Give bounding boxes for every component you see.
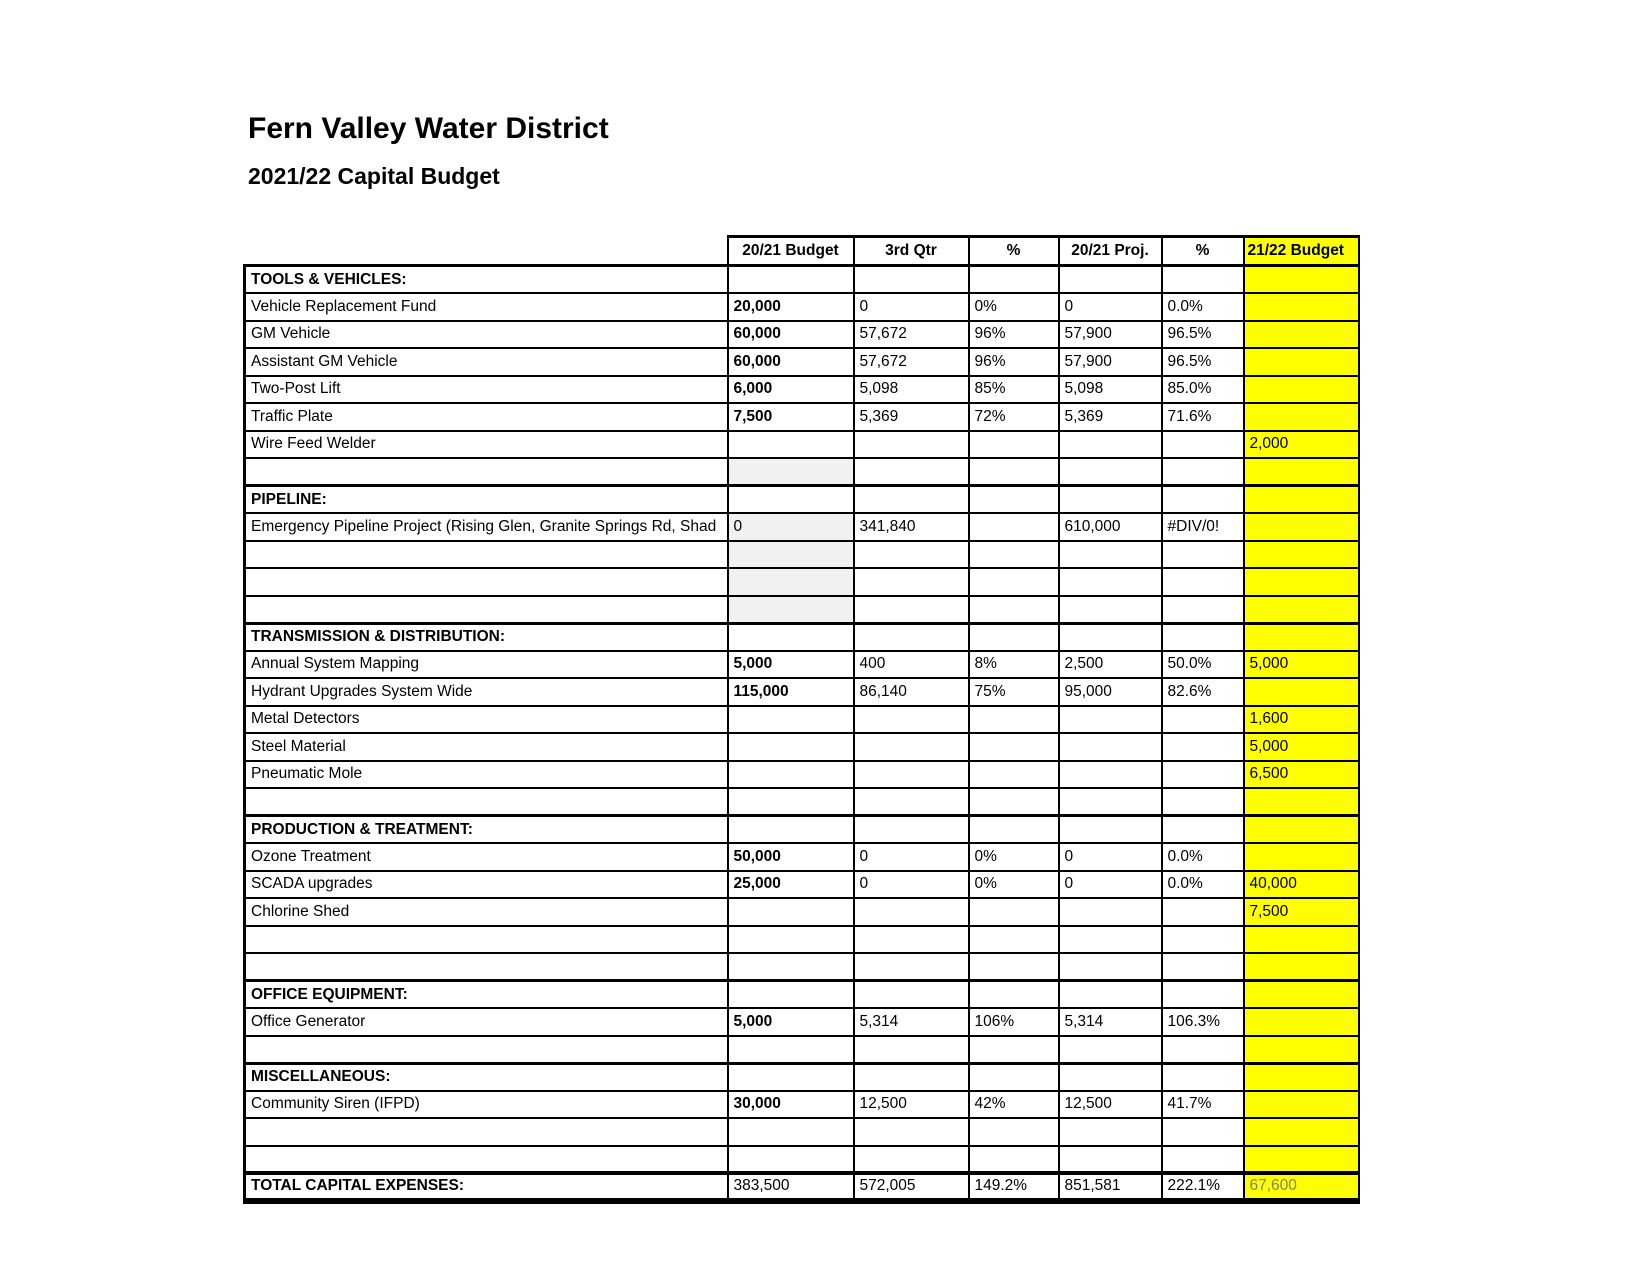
- cell-qtr3: [854, 733, 969, 761]
- table-row-blank: [245, 1036, 1359, 1064]
- cell-pct_proj: [1162, 458, 1244, 486]
- section-label: TOOLS & VEHICLES:: [245, 266, 728, 294]
- cell-budget: 30,000: [728, 1091, 854, 1119]
- row-label: [245, 926, 728, 954]
- section-label: OFFICE EQUIPMENT:: [245, 981, 728, 1009]
- cell-budget: [728, 458, 854, 486]
- cell-pct_qtr: 149.2%: [969, 1173, 1059, 1201]
- cell-qtr3: 400: [854, 651, 969, 679]
- cell-qtr3: 57,672: [854, 348, 969, 376]
- cell-next_budget: [1244, 376, 1359, 404]
- cell-next_budget: [1244, 458, 1359, 486]
- cell-budget: [728, 761, 854, 789]
- cell-qtr3: 86,140: [854, 678, 969, 706]
- cell-next_budget: [1244, 1036, 1359, 1064]
- cell-budget: [728, 788, 854, 816]
- cell-pct_proj: #DIV/0!: [1162, 513, 1244, 541]
- row-label: GM Vehicle: [245, 321, 728, 349]
- cell-pct_proj: 71.6%: [1162, 403, 1244, 431]
- cell-proj: 5,314: [1059, 1008, 1162, 1036]
- cell-proj: [1059, 568, 1162, 596]
- cell-qtr3: [854, 1118, 969, 1146]
- cell-qtr3: [854, 623, 969, 651]
- cell-budget: [728, 1146, 854, 1174]
- cell-next_budget: 5,000: [1244, 733, 1359, 761]
- cell-proj: [1059, 1146, 1162, 1174]
- cell-budget: [728, 1118, 854, 1146]
- cell-qtr3: [854, 898, 969, 926]
- cell-proj: [1059, 541, 1162, 569]
- cell-next_budget: [1244, 816, 1359, 844]
- cell-proj: [1059, 761, 1162, 789]
- cell-pct_proj: [1162, 541, 1244, 569]
- cell-proj: [1059, 486, 1162, 514]
- table-header: [245, 237, 1359, 266]
- cell-proj: [1059, 266, 1162, 294]
- table-row-item: [245, 843, 1359, 871]
- cell-qtr3: 341,840: [854, 513, 969, 541]
- cell-proj: 0: [1059, 843, 1162, 871]
- row-label: Emergency Pipeline Project (Rising Glen, Granite Springs Rd, Shad: [245, 513, 728, 541]
- cell-next_budget: [1244, 1146, 1359, 1174]
- page-subtitle: 2021/22 Capital Budget: [248, 163, 500, 189]
- cell-next_budget: 40,000: [1244, 871, 1359, 899]
- cell-pct_qtr: [969, 926, 1059, 954]
- cell-qtr3: [854, 926, 969, 954]
- cell-qtr3: [854, 788, 969, 816]
- row-label: [245, 1036, 728, 1064]
- cell-qtr3: 5,369: [854, 403, 969, 431]
- cell-pct_proj: 96.5%: [1162, 321, 1244, 349]
- cell-pct_qtr: [969, 1118, 1059, 1146]
- cell-next_budget: [1244, 926, 1359, 954]
- cell-pct_proj: [1162, 1036, 1244, 1064]
- table-row-item: [245, 1008, 1359, 1036]
- cell-qtr3: [854, 953, 969, 981]
- total-label: TOTAL CAPITAL EXPENSES:: [245, 1173, 728, 1201]
- cell-budget: [728, 1063, 854, 1091]
- cell-pct_proj: [1162, 1146, 1244, 1174]
- cell-qtr3: 12,500: [854, 1091, 969, 1119]
- cell-pct_proj: [1162, 981, 1244, 1009]
- cell-next_budget: [1244, 1008, 1359, 1036]
- cell-budget: [728, 623, 854, 651]
- row-label: Chlorine Shed: [245, 898, 728, 926]
- cell-budget: 6,000: [728, 376, 854, 404]
- cell-budget: 383,500: [728, 1173, 854, 1201]
- cell-next_budget: [1244, 623, 1359, 651]
- cell-pct_proj: [1162, 706, 1244, 734]
- row-label: Metal Detectors: [245, 706, 728, 734]
- cell-pct_qtr: 85%: [969, 376, 1059, 404]
- cell-next_budget: 1,600: [1244, 706, 1359, 734]
- cell-proj: 5,369: [1059, 403, 1162, 431]
- table-row-item: [245, 706, 1359, 734]
- cell-next_budget: 5,000: [1244, 651, 1359, 679]
- cell-pct_proj: 106.3%: [1162, 1008, 1244, 1036]
- cell-proj: [1059, 926, 1162, 954]
- table-row-item: [245, 678, 1359, 706]
- cell-pct_proj: 96.5%: [1162, 348, 1244, 376]
- cell-pct_proj: [1162, 898, 1244, 926]
- table-row-item: [245, 513, 1359, 541]
- cell-budget: 50,000: [728, 843, 854, 871]
- row-label: SCADA upgrades: [245, 871, 728, 899]
- cell-proj: 0: [1059, 293, 1162, 321]
- row-label: [245, 788, 728, 816]
- cell-budget: [728, 596, 854, 624]
- column-header-pct_qtr: %: [969, 237, 1059, 266]
- cell-proj: [1059, 1063, 1162, 1091]
- cell-pct_proj: 222.1%: [1162, 1173, 1244, 1201]
- table-body: [245, 266, 1359, 1201]
- cell-pct_qtr: 0%: [969, 293, 1059, 321]
- cell-proj: 0: [1059, 871, 1162, 899]
- column-header-next_budget: 21/22 Budget: [1244, 237, 1359, 266]
- cell-pct_proj: [1162, 1063, 1244, 1091]
- cell-qtr3: 572,005: [854, 1173, 969, 1201]
- cell-pct_qtr: [969, 1063, 1059, 1091]
- row-label: Assistant GM Vehicle: [245, 348, 728, 376]
- cell-next_budget: [1244, 293, 1359, 321]
- cell-pct_qtr: [969, 981, 1059, 1009]
- cell-qtr3: 5,314: [854, 1008, 969, 1036]
- cell-pct_qtr: 72%: [969, 403, 1059, 431]
- cell-proj: [1059, 623, 1162, 651]
- table-row-section: [245, 816, 1359, 844]
- cell-pct_proj: [1162, 431, 1244, 459]
- cell-proj: [1059, 898, 1162, 926]
- cell-pct_proj: [1162, 926, 1244, 954]
- cell-pct_qtr: [969, 431, 1059, 459]
- cell-pct_qtr: 0%: [969, 843, 1059, 871]
- row-label: [245, 541, 728, 569]
- cell-qtr3: [854, 486, 969, 514]
- column-header-budget: 20/21 Budget: [728, 237, 854, 266]
- cell-pct_qtr: [969, 568, 1059, 596]
- cell-pct_qtr: [969, 513, 1059, 541]
- cell-pct_proj: [1162, 623, 1244, 651]
- row-label: Traffic Plate: [245, 403, 728, 431]
- table-row-item: [245, 1091, 1359, 1119]
- cell-qtr3: [854, 981, 969, 1009]
- cell-qtr3: 0: [854, 843, 969, 871]
- cell-budget: 5,000: [728, 651, 854, 679]
- cell-pct_qtr: [969, 623, 1059, 651]
- table-row-item: [245, 733, 1359, 761]
- cell-next_budget: [1244, 321, 1359, 349]
- cell-pct_qtr: [969, 541, 1059, 569]
- cell-budget: [728, 953, 854, 981]
- cell-qtr3: [854, 761, 969, 789]
- cell-pct_proj: [1162, 788, 1244, 816]
- cell-pct_qtr: [969, 816, 1059, 844]
- cell-pct_qtr: [969, 458, 1059, 486]
- cell-next_budget: [1244, 348, 1359, 376]
- cell-qtr3: [854, 568, 969, 596]
- cell-qtr3: [854, 706, 969, 734]
- cell-qtr3: [854, 541, 969, 569]
- cell-pct_proj: [1162, 568, 1244, 596]
- cell-next_budget: [1244, 568, 1359, 596]
- cell-pct_proj: [1162, 761, 1244, 789]
- cell-budget: 60,000: [728, 321, 854, 349]
- row-label: [245, 1146, 728, 1174]
- cell-pct_proj: [1162, 266, 1244, 294]
- cell-budget: 5,000: [728, 1008, 854, 1036]
- cell-pct_proj: [1162, 733, 1244, 761]
- table-row-blank: [245, 596, 1359, 624]
- cell-next_budget: [1244, 541, 1359, 569]
- cell-proj: [1059, 706, 1162, 734]
- section-label: PRODUCTION & TREATMENT:: [245, 816, 728, 844]
- cell-proj: 95,000: [1059, 678, 1162, 706]
- table-row-item: [245, 651, 1359, 679]
- capital-budget-table: [243, 235, 1360, 1204]
- cell-proj: 57,900: [1059, 321, 1162, 349]
- row-label: [245, 596, 728, 624]
- cell-pct_qtr: 96%: [969, 321, 1059, 349]
- cell-next_budget: [1244, 788, 1359, 816]
- cell-budget: 60,000: [728, 348, 854, 376]
- cell-proj: [1059, 981, 1162, 1009]
- cell-budget: [728, 541, 854, 569]
- table-row-total: [245, 1173, 1359, 1201]
- cell-pct_qtr: [969, 898, 1059, 926]
- cell-next_budget: [1244, 403, 1359, 431]
- table-row-blank: [245, 1146, 1359, 1174]
- cell-pct_proj: [1162, 596, 1244, 624]
- table-row-section: [245, 981, 1359, 1009]
- cell-pct_qtr: [969, 706, 1059, 734]
- cell-pct_proj: 50.0%: [1162, 651, 1244, 679]
- row-label: [245, 1118, 728, 1146]
- cell-next_budget: [1244, 1091, 1359, 1119]
- cell-pct_proj: 41.7%: [1162, 1091, 1244, 1119]
- cell-budget: [728, 266, 854, 294]
- table-row-item: [245, 431, 1359, 459]
- cell-proj: 2,500: [1059, 651, 1162, 679]
- cell-budget: 25,000: [728, 871, 854, 899]
- table-row-item: [245, 348, 1359, 376]
- cell-next_budget: [1244, 1118, 1359, 1146]
- cell-pct_proj: 82.6%: [1162, 678, 1244, 706]
- cell-qtr3: 0: [854, 871, 969, 899]
- cell-pct_proj: [1162, 1118, 1244, 1146]
- cell-qtr3: 0: [854, 293, 969, 321]
- cell-qtr3: [854, 431, 969, 459]
- cell-pct_proj: 0.0%: [1162, 871, 1244, 899]
- column-header-empty: [245, 237, 728, 266]
- cell-budget: [728, 1036, 854, 1064]
- cell-budget: [728, 486, 854, 514]
- row-label: Hydrant Upgrades System Wide: [245, 678, 728, 706]
- cell-pct_proj: 85.0%: [1162, 376, 1244, 404]
- table-row-blank: [245, 458, 1359, 486]
- cell-pct_qtr: [969, 953, 1059, 981]
- cell-pct_qtr: 96%: [969, 348, 1059, 376]
- cell-budget: 0: [728, 513, 854, 541]
- cell-next_budget: [1244, 513, 1359, 541]
- cell-pct_qtr: 75%: [969, 678, 1059, 706]
- table-row-blank: [245, 568, 1359, 596]
- cell-next_budget: 2,000: [1244, 431, 1359, 459]
- cell-pct_proj: 0.0%: [1162, 843, 1244, 871]
- table-row-blank: [245, 541, 1359, 569]
- cell-pct_qtr: [969, 1036, 1059, 1064]
- row-label: Office Generator: [245, 1008, 728, 1036]
- cell-budget: [728, 981, 854, 1009]
- cell-pct_qtr: 42%: [969, 1091, 1059, 1119]
- cell-proj: [1059, 733, 1162, 761]
- table-row-section: [245, 1063, 1359, 1091]
- table-row-blank: [245, 1118, 1359, 1146]
- cell-qtr3: [854, 1036, 969, 1064]
- column-header-pct_proj: %: [1162, 237, 1244, 266]
- cell-pct_qtr: [969, 596, 1059, 624]
- cell-next_budget: [1244, 953, 1359, 981]
- cell-pct_qtr: 106%: [969, 1008, 1059, 1036]
- cell-pct_qtr: [969, 266, 1059, 294]
- section-label: MISCELLANEOUS:: [245, 1063, 728, 1091]
- cell-proj: [1059, 431, 1162, 459]
- cell-proj: [1059, 596, 1162, 624]
- row-label: [245, 953, 728, 981]
- cell-pct_proj: [1162, 486, 1244, 514]
- cell-next_budget: [1244, 678, 1359, 706]
- cell-pct_qtr: [969, 486, 1059, 514]
- cell-next_budget: 67,600: [1244, 1173, 1359, 1201]
- section-label: PIPELINE:: [245, 486, 728, 514]
- table-row-section: [245, 623, 1359, 651]
- cell-qtr3: [854, 266, 969, 294]
- cell-proj: 851,581: [1059, 1173, 1162, 1201]
- cell-next_budget: 7,500: [1244, 898, 1359, 926]
- cell-qtr3: [854, 1146, 969, 1174]
- cell-proj: 57,900: [1059, 348, 1162, 376]
- cell-pct_qtr: 8%: [969, 651, 1059, 679]
- table-row-item: [245, 761, 1359, 789]
- cell-proj: [1059, 816, 1162, 844]
- cell-budget: [728, 733, 854, 761]
- cell-next_budget: [1244, 486, 1359, 514]
- row-label: [245, 568, 728, 596]
- cell-qtr3: [854, 1063, 969, 1091]
- cell-budget: 7,500: [728, 403, 854, 431]
- row-label: Annual System Mapping: [245, 651, 728, 679]
- cell-proj: [1059, 953, 1162, 981]
- cell-budget: [728, 926, 854, 954]
- row-label: Pneumatic Mole: [245, 761, 728, 789]
- column-header-proj: 20/21 Proj.: [1059, 237, 1162, 266]
- cell-next_budget: [1244, 596, 1359, 624]
- cell-next_budget: [1244, 266, 1359, 294]
- page-title: Fern Valley Water District: [248, 112, 609, 145]
- cell-proj: 610,000: [1059, 513, 1162, 541]
- cell-qtr3: [854, 458, 969, 486]
- cell-pct_qtr: [969, 761, 1059, 789]
- table-row-item: [245, 293, 1359, 321]
- cell-proj: [1059, 1118, 1162, 1146]
- row-label: Wire Feed Welder: [245, 431, 728, 459]
- table-row-blank: [245, 788, 1359, 816]
- cell-pct_proj: 0.0%: [1162, 293, 1244, 321]
- cell-budget: [728, 431, 854, 459]
- table-row-blank: [245, 926, 1359, 954]
- row-label: [245, 458, 728, 486]
- cell-proj: 5,098: [1059, 376, 1162, 404]
- section-label: TRANSMISSION & DISTRIBUTION:: [245, 623, 728, 651]
- table-row-item: [245, 376, 1359, 404]
- cell-qtr3: 5,098: [854, 376, 969, 404]
- cell-next_budget: 6,500: [1244, 761, 1359, 789]
- cell-proj: [1059, 788, 1162, 816]
- cell-qtr3: [854, 816, 969, 844]
- table-row-item: [245, 321, 1359, 349]
- cell-proj: 12,500: [1059, 1091, 1162, 1119]
- cell-budget: [728, 898, 854, 926]
- cell-pct_proj: [1162, 953, 1244, 981]
- cell-pct_qtr: [969, 788, 1059, 816]
- table-row-section: [245, 266, 1359, 294]
- table-row-blank: [245, 953, 1359, 981]
- cell-pct_qtr: [969, 1146, 1059, 1174]
- row-label: Vehicle Replacement Fund: [245, 293, 728, 321]
- cell-pct_proj: [1162, 816, 1244, 844]
- table-row-section: [245, 486, 1359, 514]
- cell-proj: [1059, 458, 1162, 486]
- cell-budget: [728, 568, 854, 596]
- table-row-item: [245, 871, 1359, 899]
- row-label: Steel Material: [245, 733, 728, 761]
- cell-pct_qtr: [969, 733, 1059, 761]
- cell-next_budget: [1244, 843, 1359, 871]
- table-row-item: [245, 898, 1359, 926]
- header-row: [245, 237, 1359, 266]
- cell-budget: 20,000: [728, 293, 854, 321]
- row-label: Two-Post Lift: [245, 376, 728, 404]
- cell-proj: [1059, 1036, 1162, 1064]
- table-row-item: [245, 403, 1359, 431]
- cell-qtr3: [854, 596, 969, 624]
- row-label: Community Siren (IFPD): [245, 1091, 728, 1119]
- cell-qtr3: 57,672: [854, 321, 969, 349]
- column-header-qtr3: 3rd Qtr: [854, 237, 969, 266]
- cell-next_budget: [1244, 1063, 1359, 1091]
- row-label: Ozone Treatment: [245, 843, 728, 871]
- cell-budget: [728, 706, 854, 734]
- cell-next_budget: [1244, 981, 1359, 1009]
- cell-budget: [728, 816, 854, 844]
- cell-pct_qtr: 0%: [969, 871, 1059, 899]
- cell-budget: 115,000: [728, 678, 854, 706]
